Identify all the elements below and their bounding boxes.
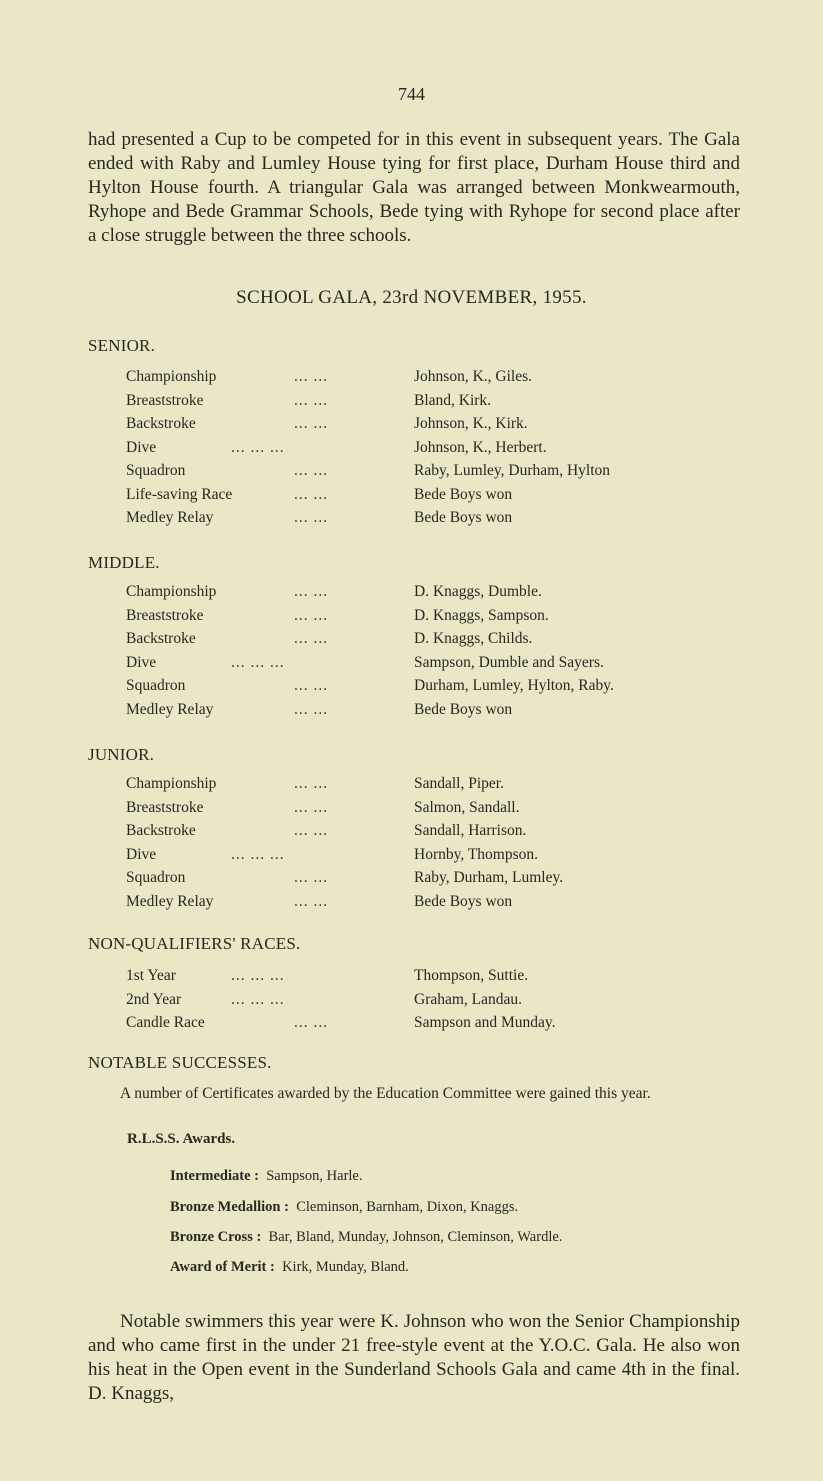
event-result: Sampson, Dumble and Sayers. [414,653,604,671]
leader-dots: ... ... [294,677,329,694]
award-names: Kirk, Munday, Bland. [282,1259,409,1275]
leader-dots: ... ... [294,415,329,432]
result-row [126,772,726,796]
result-row [126,796,726,820]
leader-dots: ... ... [294,630,329,647]
event-name: Life-saving Race [126,485,233,503]
award-names: Bar, Bland, Munday, Johnson, Cleminson, Wardle. [268,1229,563,1245]
event-result: Johnson, K., Herbert. [414,438,547,456]
leader-dots: ... ... ... [231,653,285,671]
event-result: Salmon, Sandall. [414,798,520,816]
result-row [126,459,726,483]
event-name: Medley Relay [126,892,214,910]
notable-paragraph: A number of Certificates awarded by the Education Committee were gained this year. [120,1085,651,1102]
non-qualifiers-results [126,964,726,1035]
event-result: D. Knaggs, Dumble. [414,583,542,600]
section-title-senior: SENIOR. [88,336,156,355]
intro-paragraph: had presented a Cup to be competed for in this event in subsequent years. The Gala ended with Raby and Lumley House tying for first place, Durham House third and Hylton House fourth. A triangular Gala was arranged between Monkwearmouth, Ryhope and Bede Grammar Schools, Bede tying with Ryhope for second place after a close struggle between the three schools. [88,129,740,246]
result-row [126,389,726,413]
event-name: 2nd Year [126,990,182,1008]
award-names: Sampson, Harle. [266,1168,363,1184]
leader-dots: ... ... [294,700,329,718]
gala-heading: SCHOOL GALA, 23rd NOVEMBER, 1955. [236,287,587,308]
event-name: Championship [126,368,217,385]
event-name: Backstroke [126,822,196,839]
award-names: Cleminson, Barnham, Dixon, Knaggs. [296,1199,519,1215]
result-row [126,964,726,988]
event-result: Johnson, K., Kirk. [414,415,528,432]
leader-dots: ... ... [294,606,329,624]
result-row [126,988,726,1012]
event-name: Breaststroke [126,391,204,409]
senior-results [126,365,726,530]
event-result: D. Knaggs, Childs. [414,630,533,647]
award-line [170,1199,518,1216]
section-title-middle: MIDDLE. [88,553,160,572]
leader-dots: ... ... ... [231,967,285,984]
rlss-awards-heading: R.L.S.S. Awards. [127,1131,236,1147]
result-row [126,866,726,890]
middle-results [126,580,726,721]
event-result: Raby, Durham, Lumley. [414,869,564,886]
event-result: Johnson, K., Giles. [414,368,532,385]
event-name: Dive [126,438,157,456]
leader-dots: ... ... [294,892,329,910]
event-result: Sandall, Harrison. [414,822,527,839]
event-name: Dive [126,653,157,671]
event-name: Championship [126,583,217,600]
result-row [126,674,726,698]
result-row [126,698,726,722]
leader-dots: ... ... [294,822,329,839]
closing-paragraph: Notable swimmers this year were K. Johnson who won the Senior Championship and who came first in the under 21 free-style event at the Y.O.C. Gala. He also won his heat in the Open event in the Sunderland Schools Gala and came 4th in the final. D. Knaggs, [88,1311,740,1404]
award-label: Award of Merit : [170,1259,275,1275]
junior-results [126,772,726,913]
event-name: Championship [126,775,217,792]
event-result: Raby, Lumley, Durham, Hylton [414,462,611,479]
event-result: Bede Boys won [414,892,513,910]
leader-dots: ... ... [294,391,329,409]
event-name: Breaststroke [126,606,204,624]
event-result: Sampson and Munday. [414,1014,556,1031]
section-title-non-qualifiers: NON-QUALIFIERS' RACES. [88,934,301,953]
leader-dots: ... ... ... [231,438,285,456]
event-result: Bede Boys won [414,485,513,503]
event-result: Hornby, Thompson. [414,845,538,863]
result-row [126,627,726,651]
event-name: Medley Relay [126,700,214,718]
leader-dots: ... ... [294,798,329,816]
section-title-junior: JUNIOR. [88,745,155,764]
event-name: 1st Year [126,967,176,984]
leader-dots: ... ... [294,869,329,886]
leader-dots: ... ... [294,583,329,600]
award-label: Intermediate : [170,1168,259,1184]
leader-dots: ... ... [294,368,329,385]
award-line [170,1259,409,1276]
result-row [126,365,726,389]
event-name: Dive [126,845,157,863]
leader-dots: ... ... ... [231,990,285,1008]
event-name: Squadron [126,869,186,886]
event-name: Candle Race [126,1014,205,1031]
page-number: 744 [398,84,425,104]
event-result: Bede Boys won [414,700,513,718]
result-row [126,843,726,867]
leader-dots: ... ... [294,462,329,479]
section-title-notable: NOTABLE SUCCESSES. [88,1053,272,1072]
result-row [126,436,726,460]
leader-dots: ... ... [294,775,329,792]
event-name: Medley Relay [126,509,214,526]
event-result: Thompson, Suttie. [414,967,529,984]
leader-dots: ... ... [294,509,329,526]
event-name: Breaststroke [126,798,204,816]
leader-dots: ... ... [294,485,329,503]
event-name: Backstroke [126,630,196,647]
event-name: Squadron [126,462,186,479]
result-row [126,819,726,843]
event-name: Squadron [126,677,186,694]
leader-dots: ... ... [294,1014,329,1031]
award-label: Bronze Cross : [170,1229,262,1245]
event-result: Sandall, Piper. [414,775,504,792]
award-line [170,1229,562,1246]
result-row [126,604,726,628]
award-label: Bronze Medallion : [170,1199,289,1215]
award-line [170,1168,362,1185]
event-result: D. Knaggs, Sampson. [414,606,549,624]
result-row [126,651,726,675]
result-row [126,1011,726,1035]
result-row [126,506,726,530]
event-result: Bland, Kirk. [414,391,492,409]
event-name: Backstroke [126,415,196,432]
event-result: Bede Boys won [414,509,513,526]
result-row [126,890,726,914]
event-result: Durham, Lumley, Hylton, Raby. [414,677,614,694]
leader-dots: ... ... ... [231,845,285,863]
result-row [126,580,726,604]
event-result: Graham, Landau. [414,990,523,1008]
result-row [126,412,726,436]
result-row [126,483,726,507]
